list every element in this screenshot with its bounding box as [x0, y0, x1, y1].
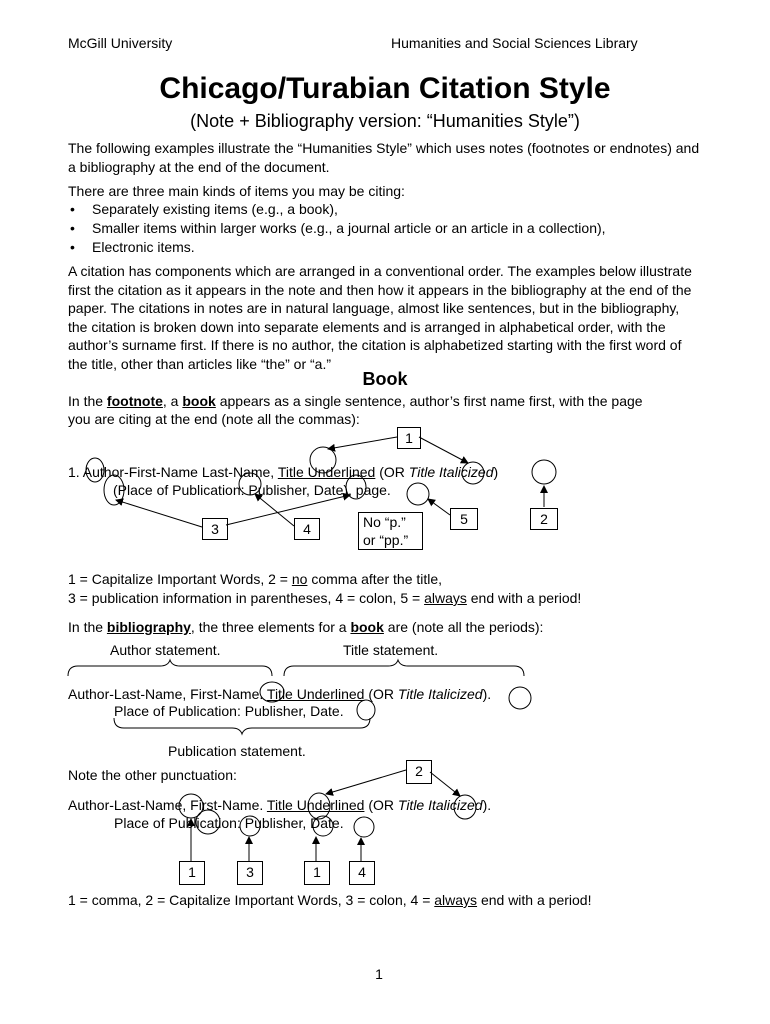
list-item: • Smaller items within larger works (e.g., a journal article or an article in a collection),	[68, 219, 708, 238]
arrow-p2-title	[326, 770, 406, 794]
footnote-marker-5: 5	[450, 508, 478, 530]
page-subtitle: (Note + Bibliography version: “Humanities Style”)	[190, 111, 580, 131]
bibliography-intro: In the bibliography, the three elements for a book are (note all the periods):	[68, 619, 544, 635]
punctuation-marker-4: 4	[349, 861, 375, 885]
footnote-example-line2: (Place of Publication: Publisher, Date), page.	[113, 482, 391, 498]
circle-end-period	[407, 483, 429, 505]
page-title: Chicago/Turabian Citation Style	[159, 72, 611, 105]
author-statement-label: Author statement.	[110, 642, 221, 658]
brace-author	[68, 660, 272, 676]
bibliography-keyword: bibliography	[106, 619, 191, 635]
arrow-4-to-colon	[255, 494, 294, 526]
punctuation-marker-2: 2	[406, 760, 432, 784]
arrow-5-to-period	[428, 499, 450, 515]
title-statement-label: Title statement.	[343, 642, 439, 658]
footnote-keyword: footnote	[106, 393, 163, 409]
circle-no-comma	[532, 460, 556, 484]
arrow-3-to-close	[226, 495, 350, 525]
list-item: • Electronic items.	[68, 238, 708, 257]
bibliography-example-line2: Place of Publication: Publisher, Date.	[114, 703, 344, 719]
bibliography-example-line1: Author-Last-Name, First-Name. Title Underlined (OR Title Italicized).	[68, 686, 492, 702]
brace-title	[284, 660, 524, 676]
intro-paragraph-3: A citation has components which are arranged in a conventional order. The examples below illustrate first the citation as it appears in the note and then how it appears in the bibliography at the end of the paper. The citations in notes are in natural language, almost like sentences, but in the bibliography, the citation is broken down into separate elements and is arranged in alphabetical order, with the author’s surname first. If there is no author, the citation is alphabetized starting with the first word of the title, other than articles like “the” or “a.”	[68, 263, 692, 372]
no-p-note: No “p.” or “pp.”	[358, 512, 423, 550]
circle-p-period	[354, 817, 374, 837]
footnote-marker-1: 1	[397, 427, 421, 449]
arrow-p2-italic	[430, 772, 460, 796]
punctuation-example-line1: Author-Last-Name, First-Name. Title Underlined (OR Title Italicized).	[68, 797, 492, 813]
intro-paragraph-1: The following examples illustrate the “Humanities Style” which uses notes (footnotes or endnotes) and a bibliography at the end of the document.	[68, 140, 700, 175]
note-punctuation: Note the other punctuation:	[68, 767, 237, 783]
footnote-example-line1: 1. Author-First-Name Last-Name, Title Underlined (OR Title Italicized)	[68, 464, 499, 480]
brace-publication	[114, 718, 370, 734]
arrow-3-to-paren	[116, 500, 202, 527]
page-number: 1	[375, 966, 383, 982]
intro-paragraph-2: There are three main kinds of items you may be citing:	[68, 183, 405, 199]
footnote-intro-line2: you are citing at the end (note all the commas):	[68, 411, 360, 427]
book-keyword: book	[182, 393, 216, 409]
punctuation-marker-3: 3	[237, 861, 263, 885]
header-library: Humanities and Social Sciences Library	[391, 35, 638, 51]
punctuation-marker-1b: 1	[304, 861, 330, 885]
arrow-1-to-italic	[419, 437, 468, 463]
publication-statement-label: Publication statement.	[168, 743, 306, 759]
book-keyword: book	[350, 619, 384, 635]
footnote-marker-3: 3	[202, 518, 228, 540]
item-types-list	[68, 200, 708, 257]
footnote-marker-4: 4	[294, 518, 320, 540]
section-title-book: Book	[362, 369, 408, 389]
footnote-legend-line1: 1 = Capitalize Important Words, 2 = no comma after the title,	[68, 571, 443, 587]
header-institution: McGill University	[68, 35, 173, 51]
footnote-intro: In the footnote, a book appears as a single sentence, author’s first name first, with the page	[68, 393, 643, 409]
circle-bib-period-title	[509, 687, 531, 709]
arrow-1-to-title	[328, 437, 397, 449]
punctuation-example-line2: Place of Publication: Publisher, Date.	[114, 815, 344, 831]
footnote-legend-line2: 3 = publication information in parentheses, 4 = colon, 5 = always end with a period!	[68, 590, 582, 606]
circle-bib-period-end	[357, 700, 375, 720]
punctuation-legend: 1 = comma, 2 = Capitalize Important Words, 3 = colon, 4 = always end with a period!	[68, 892, 592, 908]
punctuation-marker-1: 1	[179, 861, 205, 885]
footnote-marker-2: 2	[530, 508, 558, 530]
list-item: • Separately existing items (e.g., a book),	[68, 200, 708, 219]
